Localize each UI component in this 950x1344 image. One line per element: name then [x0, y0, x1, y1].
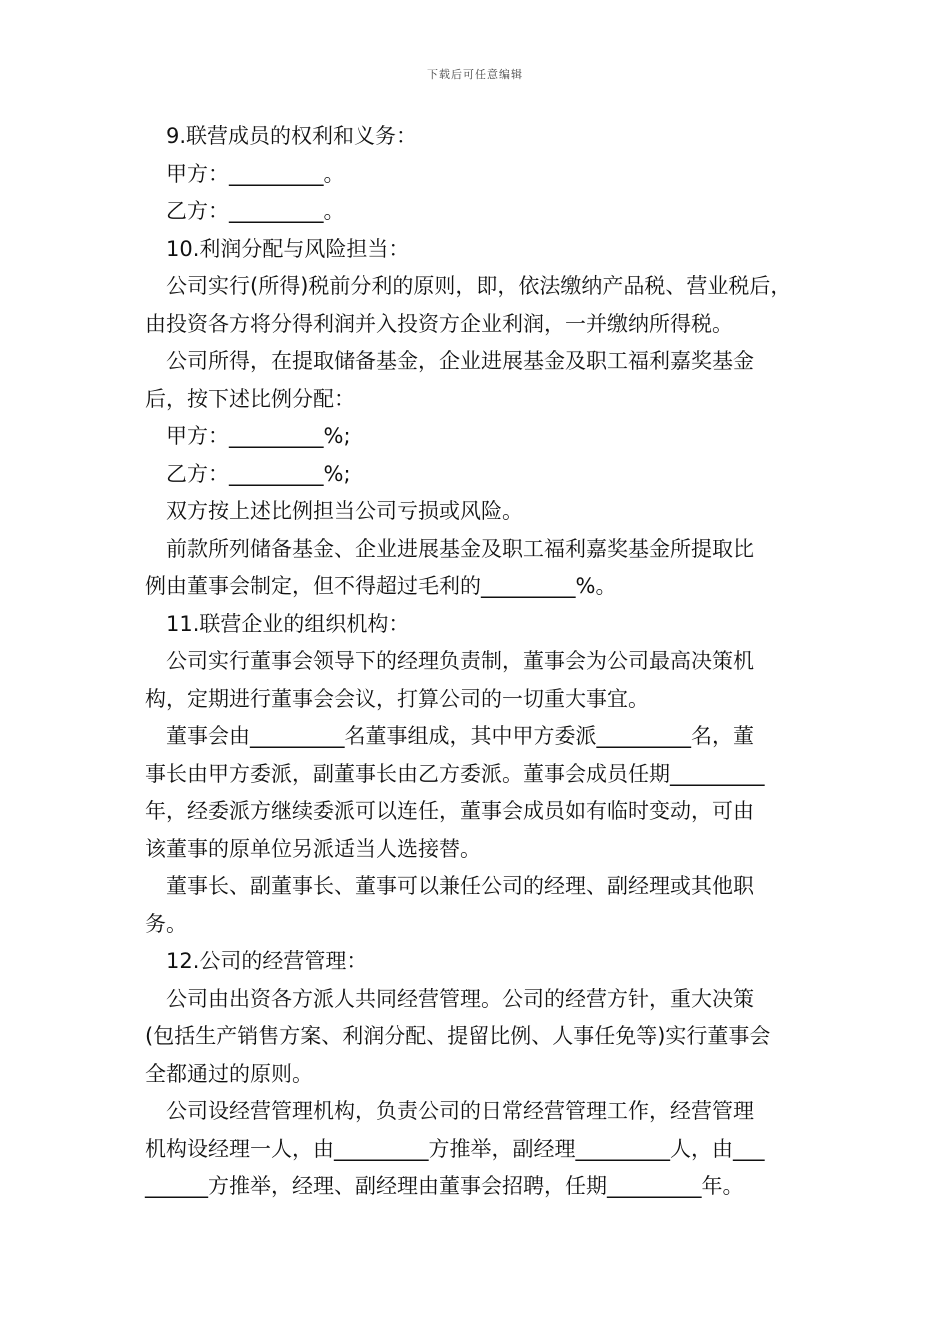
- text-line: 由投资各方将分得利润并入投资方企业利润，一并缴纳所得税。: [145, 311, 733, 336]
- text-line: 公司由出资各方派人共同经营管理。公司的经营方针，重大决策: [166, 986, 754, 1011]
- text-line: 10.利润分配与风险担当：: [166, 236, 410, 261]
- text-line: 前款所列储备基金、企业进展基金及职工福利嘉奖基金所提取比: [166, 536, 754, 561]
- text-line: 乙方：_________。: [166, 199, 345, 223]
- text-line: ______方推举，经理、副经理由董事会招聘，任期_________年。: [145, 1174, 744, 1198]
- text-line: 双方按上述比例担当公司亏损或风险。: [166, 499, 523, 523]
- text-line: 董事长、副董事长、董事可以兼任公司的经理、副经理或其他职: [166, 874, 754, 898]
- text-line: 甲方：_________。: [166, 161, 345, 186]
- text-line: (包括生产销售方案、利润分配、提留比例、人事任免等)实行董事会: [145, 1024, 771, 1048]
- text-line: 12.公司的经营管理：: [166, 949, 368, 973]
- text-line: 全都通过的原则。: [145, 1061, 313, 1086]
- text-line: 年，经委派方继续委派可以连任，董事会成员如有临时变动，可由: [145, 799, 754, 823]
- text-line: 11.联营企业的组织机构：: [166, 611, 410, 636]
- text-line: 构，定期进行董事会会议，打算公司的一切重大事宜。: [145, 686, 649, 711]
- text-line: 机构设经理一人，由_________方推举，副经理_________人，由___: [145, 1136, 765, 1161]
- text-line: 后，按下述比例分配：: [145, 386, 355, 411]
- text-line: 乙方：_________%;: [166, 461, 351, 486]
- text-line: 该董事的原单位另派适当人选接替。: [145, 836, 481, 861]
- text-line: 公司设经营管理机构，负责公司的日常经营管理工作，经营管理: [166, 1099, 754, 1123]
- text-line: 例由董事会制定，但不得超过毛利的_________%。: [145, 574, 617, 598]
- document-body: [145, 118, 810, 1206]
- text-line: 董事会由_________名董事组成，其中甲方委派_________名，董: [166, 724, 754, 748]
- text-line: 公司实行董事会领导下的经理负责制，董事会为公司最高决策机: [166, 649, 754, 673]
- text-line: 公司实行(所得)税前分利的原则，即，依法缴纳产品税、营业税后，: [166, 274, 792, 298]
- text-line: 9.联营成员的权利和义务：: [166, 124, 418, 148]
- page-header: 下载后可任意编辑: [427, 68, 523, 81]
- text-line: 甲方：_________%;: [166, 424, 351, 448]
- text-line: 事长由甲方委派，副董事长由乙方委派。董事会成员任期_________: [145, 761, 765, 786]
- text-line: 务。: [145, 911, 187, 936]
- text-line: 公司所得，在提取储备基金，企业进展基金及职工福利嘉奖基金: [166, 349, 754, 373]
